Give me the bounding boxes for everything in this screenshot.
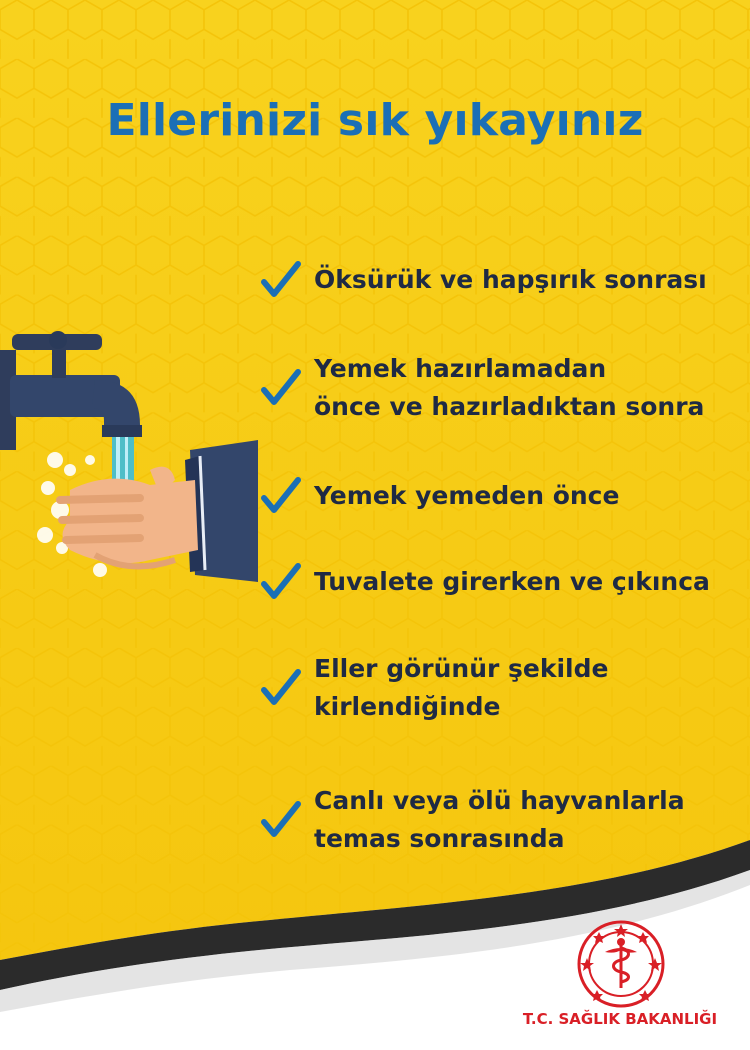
list-item xyxy=(258,560,710,604)
ministry-name: T.C. SAĞLIK BAKANLIĞI xyxy=(522,1010,718,1028)
list-item xyxy=(258,782,685,858)
list-item-text xyxy=(314,782,685,858)
list-item-text xyxy=(314,261,707,299)
list-item xyxy=(258,474,619,518)
list-item-line: Canlı veya ölü hayvanlarla xyxy=(314,786,685,815)
checkmark-icon xyxy=(258,560,302,604)
checkmark-icon xyxy=(258,366,302,410)
list-item-line: önce ve hazırladıktan sonra xyxy=(314,392,705,421)
checkmark-icon xyxy=(258,258,302,302)
list-item xyxy=(258,258,707,302)
list-item-line: temas sonrasında xyxy=(314,824,565,853)
list-item-line: Eller görünür şekilde xyxy=(314,654,609,683)
list-item-text xyxy=(314,350,704,426)
list-item xyxy=(258,350,704,426)
page-title: Ellerinizi sık yıkayınız xyxy=(106,95,644,146)
list-item-text xyxy=(314,563,710,601)
list-item-line: Tuvalete girerken ve çıkınca xyxy=(314,567,710,596)
list-item-line: Yemek yemeden önce xyxy=(314,481,620,510)
list-item-text xyxy=(314,650,608,726)
list-item xyxy=(258,650,608,726)
checkmark-icon xyxy=(258,474,302,518)
checkmark-icon xyxy=(258,666,302,710)
list-item-line: Öksürük ve hapşırık sonrası xyxy=(314,265,707,294)
faucet-handwashing-icon xyxy=(0,320,270,610)
ministry-emblem-icon xyxy=(575,918,667,1010)
list-item-text xyxy=(314,477,619,515)
checkmark-icon xyxy=(258,798,302,842)
list-item-line: Yemek hazırlamadan xyxy=(314,354,607,383)
list-item-line: kirlendiğinde xyxy=(314,692,501,721)
